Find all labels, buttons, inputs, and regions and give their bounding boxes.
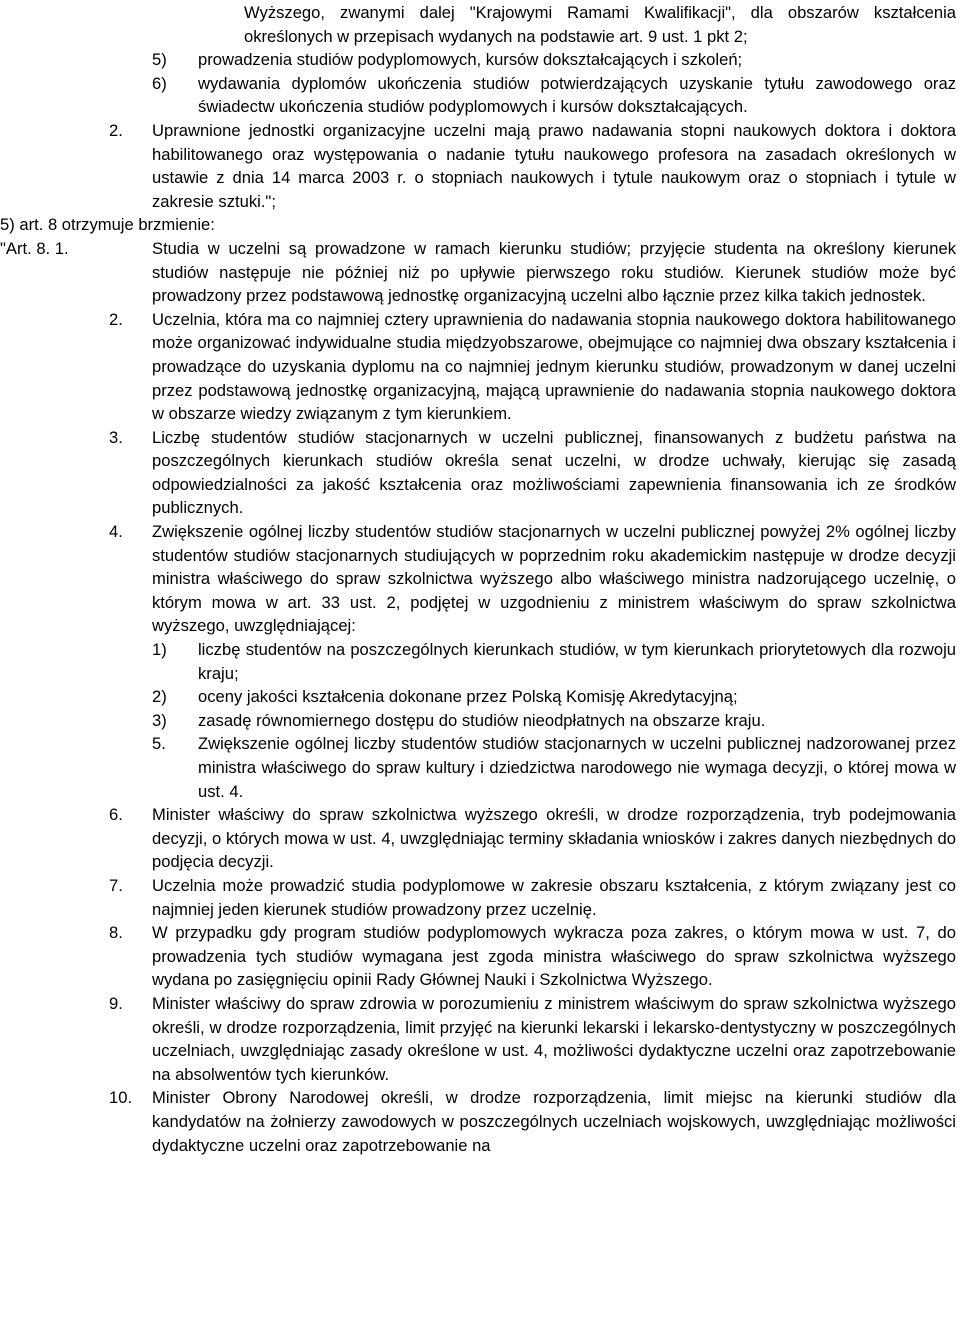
- list-item: 5) prowadzenia studiów podyplomowych, kursów dokształcających i szkoleń;: [152, 50, 743, 70]
- amendment-point: 5) art. 8 otrzymuje brzmienie:: [0, 215, 215, 235]
- article-paragraph: 7. Uczelnia może prowadzić studia podyplomowe w zakresie obszaru kształcenia, z którym związany jest co najmniej jeden kierunek studiów prowadzony przez uczelnię.: [109, 875, 956, 919]
- section-paragraph: 2. Uprawnione jednostki organizacyjne uczelni mają prawo nadawania stopni naukowych doktora i doktora habilitowanego oraz występowania o nadanie tytułu naukowego profesora na zasadach określonych w ustawie z dnia 14 marca 2003 r. o stopniach naukowych i tytule naukowym oraz o stopniach i tytule w zakresie sztuki.";: [109, 120, 956, 211]
- article-paragraph: 3. Liczbę studentów studiów stacjonarnych w uczelni publicznej, finansowanych z budżetu państwa na poszczególnych kierunkach studiów określa senat uczelni, w drodze uchwały, kierując się zasadą odpowiedzialności za jakość kształcenia oraz możliwościami zapewnienia finansowania ich ze środków publicznych.: [109, 427, 956, 518]
- article-paragraph: 9. Minister właściwy do spraw zdrowia w porozumieniu z ministrem właściwym do spraw szkolnictwa wyższego określi, w drodze rozporządzenia, limit przyjęć na kierunki lekarski i lekarsko-dentystyczny w poszczególnych uczelniach, uwzględniając zasady określone w ust. 4, możliwości dydaktyczne uczelni oraz zapotrzebowanie na absolwentów tych kierunków.: [109, 993, 956, 1084]
- list-item: 2) oceny jakości kształcenia dokonane przez Polską Komisję Akredytacyjną;: [152, 687, 738, 707]
- article-paragraph: 6. Minister właściwy do spraw szkolnictwa wyższego określi, w drodze rozporządzenia, tryb podejmowania decyzji, o których mowa w ust. 4, uwzględniając terminy składania wniosków i zakres danych niezbędnych do podjęcia decyzji.: [109, 805, 956, 872]
- article-paragraph: "Art. 8. 1. Studia w uczelni są prowadzone w ramach kierunku studiów; przyjęcie studenta na określony kierunek studiów następuje nie później niż po upływie pierwszego roku studiów. Kierunek studiów może być prowadzony przez podstawową jednostkę organizacyjną uczelni albo łącznie przez kilka takich jednostek.: [0, 238, 956, 306]
- article-paragraph: 10. Minister Obrony Narodowej określi, w drodze rozporządzenia, limit miejsc na kierunki studiów dla kandydatów na żołnierzy zawodowych w poszczególnych uczelniach wojskowych, uwzględniając możliwości dydaktyczne uczelni oraz zapotrzebowanie na: [109, 1088, 956, 1155]
- intro-continuation: Wyższego, zwanymi dalej "Krajowymi Ramami Kwalifikacji", dla obszarów kształcenia określonych w przepisach wydanych na podstawie art. 9 ust. 1 pkt 2;: [244, 3, 956, 46]
- document-page: [0, 1, 960, 1157]
- list-item: 3) zasadę równomiernego dostępu do studiów nieodpłatnych na obszarze kraju.: [152, 710, 766, 730]
- list-item: 1) liczbę studentów na poszczególnych kierunkach studiów, w tym kierunkach priorytetowych dla rozwoju kraju;: [152, 640, 956, 683]
- article-paragraph: 2. Uczelnia, która ma co najmniej cztery uprawnienia do nadawania stopnia naukowego doktora habilitowanego może organizować indywidualne studia międzyobszarowe, obejmujące co najmniej dwa obszary kształcenia i prowadzące do uzyskania dyplomu na co najmniej jednym kierunku studiów, prowadzonym w danej uczelni przez podstawową jednostkę organizacyjną, mającą uprawnienie do nadawania stopnia naukowego doktora w obszarze wiedzy związanym z tym kierunkiem.: [109, 309, 956, 424]
- article-paragraph: 4. Zwiększenie ogólnej liczby studentów studiów stacjonarnych w uczelni publicznej powyżej 2% ogólnej liczby studentów studiów stacjonarnych studiujących w poprzednim roku akademickim następuje w drodze decyzji ministra właściwego do spraw szkolnictwa wyższego albo właściwego ministra nadzorującego uczelnię, o którym mowa w art. 33 ust. 2, podjętej w uzgodnieniu z ministrem właściwym do spraw szkolnictwa wyższego, uwzględniającej:: [109, 522, 956, 636]
- list-item: 5. Zwiększenie ogólnej liczby studentów studiów stacjonarnych w uczelni publicznej nadzorowanej przez ministra właściwego do spraw kultury i dziedzictwa narodowego nie wymaga decyzji, o której mowa w ust. 4.: [152, 734, 956, 801]
- article-paragraph: 8. W przypadku gdy program studiów podyplomowych wykracza poza zakres, o którym mowa w ust. 7, do prowadzenia tych studiów wymagana jest zgoda ministra właściwego do spraw szkolnictwa wyższego wydana po zasięgnięciu opinii Rady Głównej Nauki i Szkolnictwa Wyższego.: [109, 923, 956, 990]
- list-item: 6) wydawania dyplomów ukończenia studiów potwierdzających uzyskanie tytułu zawodowego oraz świadectw ukończenia studiów podyplomowych i kursów dokształcających.: [152, 73, 956, 117]
